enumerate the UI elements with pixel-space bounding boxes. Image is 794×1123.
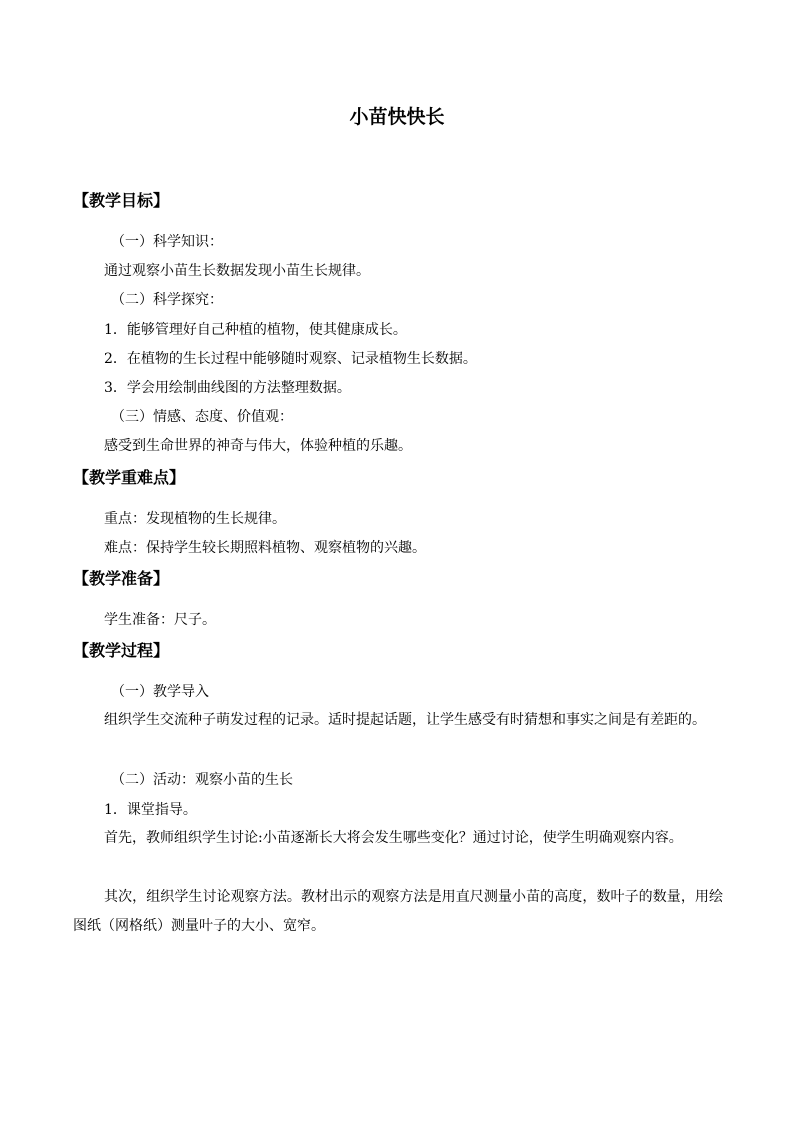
- goals-sub3: （三）情感、态度、价值观：: [111, 409, 293, 425]
- process-sub1: （一）教学导入: [111, 684, 209, 700]
- goals-item2: 2．在植物的生长过程中能够随时观察、记录植物生长数据。: [104, 351, 477, 367]
- goals-sub2: （二）科学探究：: [111, 292, 223, 308]
- process-para2: 首先，教师组织学生讨论:小苗逐渐长大将会发生哪些变化？通过讨论，使学生明确观察内容。: [104, 830, 683, 846]
- difficult-point: 难点：保持学生较长期照料植物、观察植物的兴趣。: [104, 540, 426, 556]
- goals-item3: 3．学会用绘制曲线图的方法整理数据。: [104, 380, 351, 396]
- student-preparation: 学生准备：尺子。: [104, 612, 216, 628]
- heading-key-points: 【教学重难点】: [73, 468, 186, 487]
- process-para3: 其次，组织学生讨论观察方法。教材出示的观察方法是用直尺测量小苗的高度，数叶子的数量，用绘图纸（网格纸）测量叶子的大小、宽窄。: [73, 889, 723, 934]
- document-title: 小苗快快长: [349, 106, 445, 128]
- goals-item1: 1．能够管理好自己种植的植物，使其健康成长。: [104, 322, 407, 338]
- goals-sub1-text: 通过观察小苗生长数据发现小苗生长规律。: [104, 263, 370, 279]
- goals-sub3-text: 感受到生命世界的神奇与伟大，体验种植的乐趣。: [104, 438, 412, 454]
- process-item1: 1．课堂指导。: [104, 802, 197, 818]
- process-sub2: （二）活动：观察小苗的生长: [111, 772, 293, 788]
- goals-sub1: （一）科学知识：: [111, 234, 223, 250]
- heading-preparation: 【教学准备】: [73, 569, 170, 588]
- key-point: 重点：发现植物的生长规律。: [104, 511, 286, 527]
- process-para1: 组织学生交流种子萌发过程的记录。适时提起话题，让学生感受有时猜想和事实之间是有差距的。: [104, 712, 706, 728]
- heading-process: 【教学过程】: [73, 641, 170, 660]
- heading-teaching-goals: 【教学目标】: [73, 191, 170, 210]
